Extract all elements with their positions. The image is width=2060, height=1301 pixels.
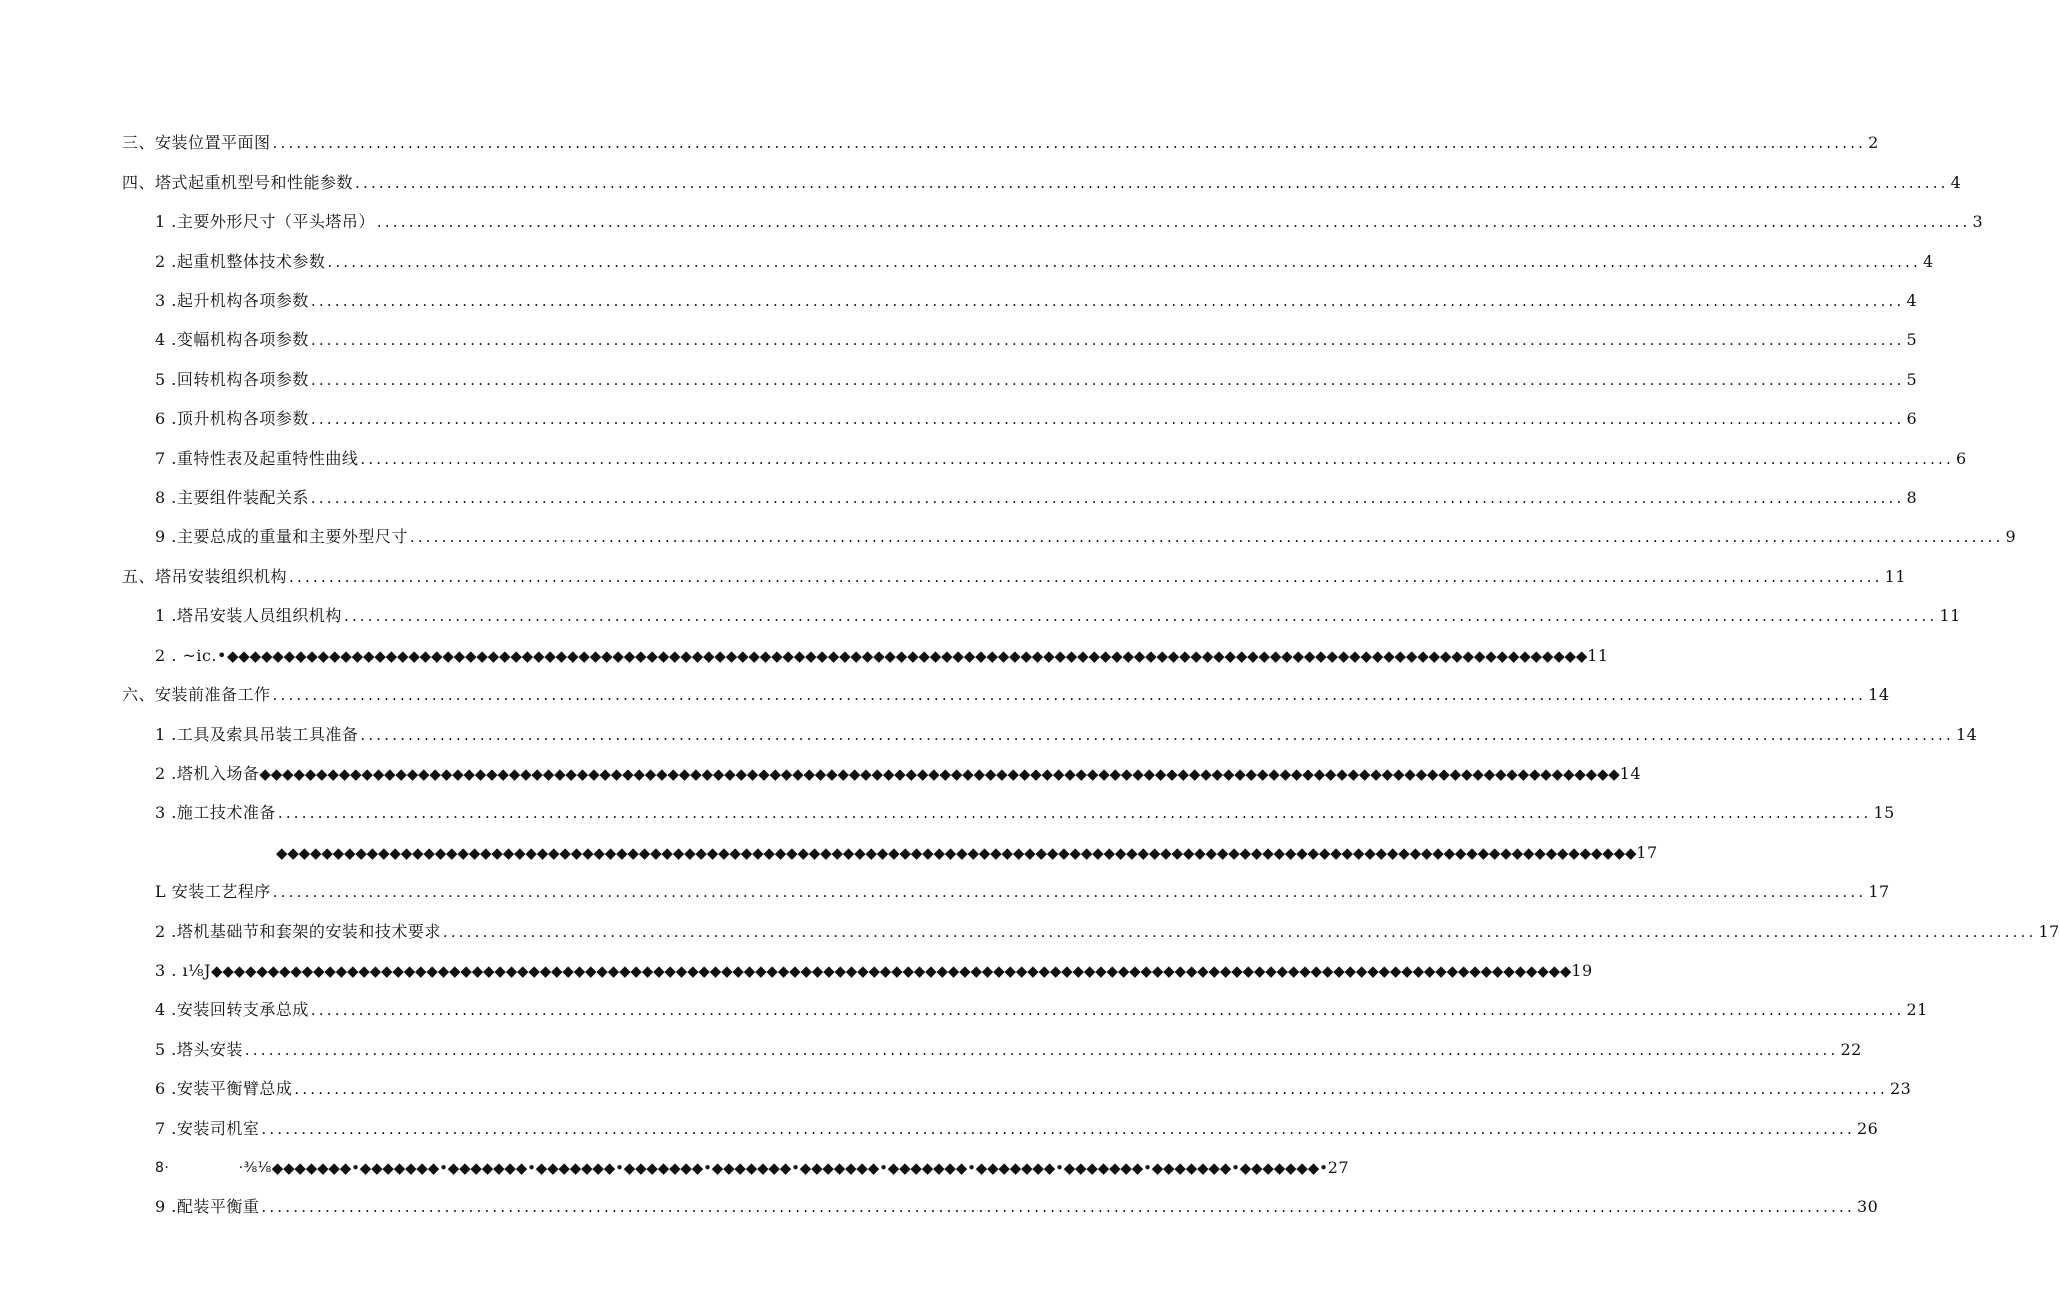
toc-leader-dots: ........................................................................................................................................................................................................ [409, 528, 2004, 546]
toc-entry-title: 四、塔式起重机型号和性能参数 [122, 173, 354, 192]
toc-entry-title: 5 .回转机构各项参数 [155, 370, 309, 389]
toc-entry[interactable] [122, 679, 1890, 705]
toc-entry-title: 9 .配装平衡重 [155, 1197, 260, 1216]
toc-page-number: 23 [1889, 1079, 1912, 1098]
toc-page-number: 27 [1327, 1158, 1350, 1177]
toc-page-number: 9 [2005, 527, 2017, 546]
toc-entry-title: 6 .安装平衡臂总成 [155, 1079, 293, 1098]
toc-entry-title: 8· ·⅜⅛ [155, 1160, 272, 1176]
toc-leader-dots: ........................................................................................................................................................................................................ [244, 1041, 1839, 1059]
toc-leader-dots: ........................................................................................................................................................................................................ [261, 1120, 1855, 1138]
toc-entry-title: 六、安装前准备工作 [122, 685, 271, 704]
toc-leader-diamonds: ◆◆◆◆◆◆◆◆◆◆◆◆◆◆◆◆◆◆◆◆◆◆◆◆◆◆◆◆◆◆◆◆◆◆◆◆◆◆◆◆◆◆◆◆◆◆◆◆◆◆◆◆◆◆◆◆◆◆◆◆◆◆◆◆◆◆◆◆◆◆◆◆◆◆◆◆◆◆◆◆◆◆◆◆◆◆◆◆◆◆◆◆◆◆◆◆◆◆◆◆◆◆◆◆◆◆◆◆◆◆◆◆◆◆◆◆◆◆◆◆ [226, 647, 1588, 665]
toc-entry-title: 2 .起重机整体技术参数 [155, 252, 326, 271]
toc-entry[interactable] [155, 482, 1918, 508]
toc-entry-title: 8 .主要组件装配关系 [155, 488, 309, 507]
toc-leader-dots: ........................................................................................................................................................................................................ [272, 686, 1867, 704]
toc-page-number: 6 [1906, 409, 1918, 428]
toc-entry-title: 2 .塔机入场备 [155, 764, 260, 783]
toc-leader-diamonds: ◆◆◆◆◆◆◆◆◆◆◆◆◆◆◆◆◆◆◆◆◆◆◆◆◆◆◆◆◆◆◆◆◆◆◆◆◆◆◆◆◆◆◆◆◆◆◆◆◆◆◆◆◆◆◆◆◆◆◆◆◆◆◆◆◆◆◆◆◆◆◆◆◆◆◆◆◆◆◆◆◆◆◆◆◆◆◆◆◆◆◆◆◆◆◆◆◆◆◆◆◆◆◆◆◆◆◆◆◆◆◆◆◆◆◆◆◆◆◆◆ [210, 962, 1572, 980]
toc-page-number: 14 [1868, 685, 1890, 704]
toc-entry-title: 7 .重特性表及起重特性曲线 [155, 449, 359, 468]
toc-leader-dots: ........................................................................................................................................................................................................ [289, 568, 1883, 586]
toc-page-number: 11 [1939, 606, 1961, 625]
toc-entry[interactable] [155, 443, 1967, 469]
toc-entry-title: 9 .主要总成的重量和主要外型尺寸 [155, 527, 408, 546]
toc-entry-title: 1 .主要外形尺寸（平头塔吊） [155, 212, 375, 231]
toc-page-number: 17 [2038, 922, 2060, 941]
toc-entry[interactable] [155, 994, 1928, 1020]
toc-entry[interactable] [155, 1034, 1862, 1060]
toc-page-number: 17 [1636, 843, 1658, 862]
toc-entry[interactable] [155, 719, 1978, 745]
toc-entry[interactable] [155, 1191, 1879, 1217]
toc-page-number: 30 [1856, 1197, 1879, 1216]
toc-leader-dots: ........................................................................................................................................................................................................ [277, 804, 1872, 822]
toc-leader-dots: ........................................................................................................................................................................................................ [376, 213, 1971, 231]
toc-entry-title: 2 .塔机基础节和套架的安装和技术要求 [155, 922, 441, 941]
toc-entry[interactable] [122, 127, 1879, 153]
toc-entry[interactable] [155, 285, 1918, 311]
toc-leader-dots: ........................................................................................................................................................................................................ [360, 726, 1954, 744]
toc-leader-dots: ........................................................................................................................................................................................................ [310, 410, 1905, 428]
toc-page-number: 8 [1906, 488, 1918, 507]
toc-entry[interactable] [155, 916, 2060, 942]
toc-entry[interactable] [155, 640, 1609, 666]
toc-entry-title: 3 .起升机构各项参数 [155, 291, 309, 310]
toc-entry[interactable] [155, 797, 1895, 823]
toc-entry-title: 7 .安装司机室 [155, 1119, 260, 1138]
toc-entry[interactable] [155, 758, 1641, 784]
toc-leader-dots: ........................................................................................................................................................................................................ [327, 253, 1921, 271]
toc-entry[interactable] [155, 1152, 1350, 1178]
toc-entry[interactable] [155, 876, 1890, 902]
toc-entry[interactable] [122, 167, 1962, 193]
toc-leader-dots: ........................................................................................................................................................................................................ [310, 331, 1905, 349]
toc-entry[interactable] [155, 600, 1961, 626]
toc-leader-dots: ........................................................................................................................................................................................................ [310, 489, 1905, 507]
toc-page-number: 4 [1950, 173, 1962, 192]
toc-entry[interactable] [155, 521, 2017, 547]
toc-leader-dots: ........................................................................................................................................................................................................ [355, 174, 1949, 192]
toc-entry[interactable] [155, 1073, 1912, 1099]
toc-entry-title: 3 . ı⅛J [155, 961, 211, 980]
toc-leader-dots: ........................................................................................................................................................................................................ [310, 371, 1905, 389]
toc-page-number: 5 [1906, 330, 1918, 349]
toc-entry[interactable] [155, 955, 1593, 981]
toc-entry[interactable] [155, 403, 1918, 429]
toc-entry-title: 2 . ~ic.• [155, 646, 227, 665]
toc-entry-title: 1 .塔吊安装人员组织机构 [155, 606, 342, 625]
toc-page-number: 19 [1571, 961, 1593, 980]
toc-page-number: 14 [1955, 725, 1978, 744]
toc-leader-dots: ........................................................................................................................................................................................................ [343, 607, 1938, 625]
toc-page-number: 4 [1922, 252, 1934, 271]
toc-leader-dots: ........................................................................................................................................................................................................ [310, 1001, 1905, 1019]
toc-leader-dots: ........................................................................................................................................................................................................ [294, 1080, 1888, 1098]
toc-page-number: 2 [1868, 133, 1879, 152]
toc-entry[interactable] [122, 561, 1906, 587]
toc-entry-title: 五、塔吊安装组织机构 [122, 567, 288, 586]
toc-page-number: 14 [1619, 764, 1641, 783]
toc-page-number: 4 [1906, 291, 1918, 310]
toc-page-number: 11 [1587, 646, 1609, 665]
toc-leader-diamonds: ◆◆◆◆◆◆◆◆◆◆◆◆◆◆◆◆◆◆◆◆◆◆◆◆◆◆◆◆◆◆◆◆◆◆◆◆◆◆◆◆◆◆◆◆◆◆◆◆◆◆◆◆◆◆◆◆◆◆◆◆◆◆◆◆◆◆◆◆◆◆◆◆◆◆◆◆◆◆◆◆◆◆◆◆◆◆◆◆◆◆◆◆◆◆◆◆◆◆◆◆◆◆◆◆◆◆◆◆◆◆◆◆◆◆◆◆◆◆◆◆ [276, 844, 1637, 862]
toc-entry-title: 三、安装位置平面图 [122, 133, 271, 152]
toc-entry[interactable] [155, 246, 1934, 272]
toc-leader-diamonds: ◆◆◆◆◆◆◆◆◆◆◆◆◆◆◆◆◆◆◆◆◆◆◆◆◆◆◆◆◆◆◆◆◆◆◆◆◆◆◆◆◆◆◆◆◆◆◆◆◆◆◆◆◆◆◆◆◆◆◆◆◆◆◆◆◆◆◆◆◆◆◆◆◆◆◆◆◆◆◆◆◆◆◆◆◆◆◆◆◆◆◆◆◆◆◆◆◆◆◆◆◆◆◆◆◆◆◆◆◆◆◆◆◆◆◆◆◆◆◆◆ [259, 765, 1620, 783]
toc-page-number: 22 [1840, 1040, 1862, 1059]
toc-entry-title: 4 .安装回转支承总成 [155, 1000, 309, 1019]
toc-page-number: 6 [1955, 449, 1967, 468]
toc-page-number: 3 [1972, 212, 1984, 231]
toc-page-number: 5 [1906, 370, 1918, 389]
toc-entry-title: 6 .顶升机构各项参数 [155, 409, 309, 428]
toc-entry-title: 3 .施工技术准备 [155, 803, 276, 822]
toc-entry-title: L 安装工艺程序 [155, 882, 271, 901]
toc-entry-title: 4 .变幅机构各项参数 [155, 330, 309, 349]
toc-entry[interactable] [155, 1113, 1879, 1139]
toc-page-number: 17 [1868, 882, 1890, 901]
toc-entry-title: 5 .塔头安装 [155, 1040, 243, 1059]
toc-leader-dots: ........................................................................................................................................................................................................ [272, 883, 1867, 901]
toc-entry[interactable] [276, 837, 1658, 863]
toc-entry-title: 1 .工具及索具吊装工具准备 [155, 725, 359, 744]
toc-page-number: 15 [1873, 803, 1895, 822]
toc-page-number: 26 [1856, 1119, 1879, 1138]
toc-leader-dots: ........................................................................................................................................................................................................ [272, 134, 1867, 152]
toc-entry[interactable] [155, 324, 1918, 350]
toc-entry[interactable] [155, 206, 1984, 232]
toc-leader-dots: ........................................................................................................................................................................................................ [360, 450, 1954, 468]
toc-leader-dots: ........................................................................................................................................................................................................ [310, 292, 1905, 310]
toc-leader-mixed: ◆◆◆◆◆◆◆•◆◆◆◆◆◆◆•◆◆◆◆◆◆◆•◆◆◆◆◆◆◆•◆◆◆◆◆◆◆•◆◆◆◆◆◆◆•◆◆◆◆◆◆◆•◆◆◆◆◆◆◆•◆◆◆◆◆◆◆•◆◆◆◆◆◆◆•◆◆◆◆◆◆◆•◆◆◆◆◆◆◆• [271, 1159, 1328, 1177]
toc-page-number: 21 [1906, 1000, 1928, 1019]
toc-entry[interactable] [155, 364, 1918, 390]
toc-page-number: 11 [1884, 567, 1906, 586]
toc-leader-dots: ........................................................................................................................................................................................................ [261, 1198, 1855, 1216]
toc-leader-dots: ........................................................................................................................................................................................................ [442, 923, 2037, 941]
